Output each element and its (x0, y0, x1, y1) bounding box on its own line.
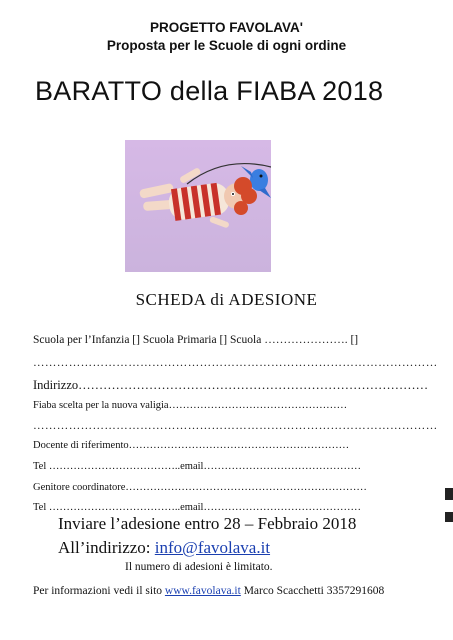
limited-notice: Il numero di adesioni è limitato. (125, 561, 273, 573)
email-link[interactable]: info@favolava.it (154, 538, 271, 557)
proposal-subheading: Proposta per le Scuole di ogni ordine (106, 38, 347, 53)
page-title: BARATTO della FIABA 2018 (35, 76, 384, 106)
email-label: All’indirizzo: (58, 538, 151, 557)
deadline-notice: Inviare l’adesione entro 28 – Febbraio 2018 (58, 514, 357, 533)
scan-mark (445, 512, 453, 522)
teacher-field[interactable]: Docente di riferimento……………………………………………………… (33, 440, 350, 451)
illustration-flying-figure (125, 140, 271, 272)
fairy-tale-field[interactable]: Fiaba scelta per la nuova valigia…………………………………………… (33, 400, 348, 411)
info-line (33, 585, 384, 597)
parent-coordinator-field[interactable]: Genitore coordinatore…………………………………………………………… (33, 482, 367, 493)
scan-mark (445, 488, 453, 500)
form-heading: SCHEDA di ADESIONE (135, 290, 318, 309)
blank-line-1[interactable]: ………………………………………………………………………………………… (33, 357, 438, 369)
contact-info: Marco Scacchetti 3357291608 (243, 585, 385, 597)
website-link[interactable]: www.favolava.it (164, 585, 241, 597)
address-field[interactable]: Indirizzo………………………………………………………………………… (33, 378, 429, 392)
info-prefix: Per informazioni vedi il sito (33, 585, 163, 597)
blank-line-2[interactable]: ………………………………………………………………………………………… (33, 420, 438, 432)
phone-email-field-1[interactable]: Tel ………………………………..email……………………………………… (33, 461, 361, 472)
school-type-line[interactable]: Scuola per l’Infanzia [] Scuola Primaria [] Scuola …………………. [] (33, 334, 359, 346)
email-line (58, 538, 270, 558)
project-heading: PROGETTO FAVOLAVA' (150, 20, 303, 35)
phone-email-field-2[interactable]: Tel ………………………………..email……………………………………… (33, 502, 361, 513)
